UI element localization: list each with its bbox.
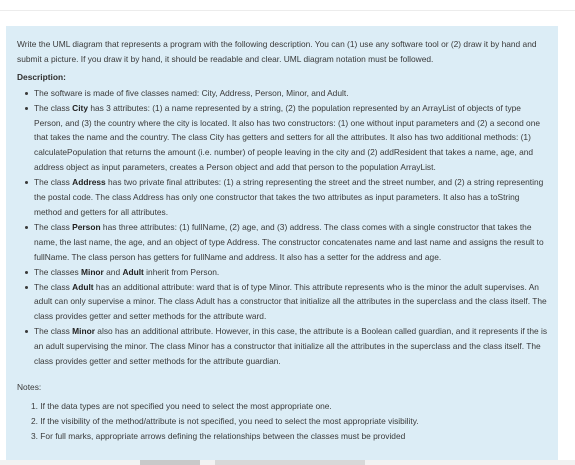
bullet-text: The class — [34, 177, 73, 188]
bullet-text: The classes — [34, 266, 82, 277]
bullet-text: has 3 attributes: (1) a name represented by a string, (2) the population represented by an ArrayList of objects of type Person, and (3) the country where the city is located. It also has two constructors: (1) one without input parameters and (2) a second one that takes the name and the country. The class City has getters and setters for all the attributes. It also has two additional methods: (1) calculatePopulation that returns the amount (i.e. number) of people leaving in the city and (2) addResident that takes a name, age, and address object as input parameters, creates a Person object and add that person to the population ArrayList. — [34, 102, 541, 173]
class-name: Person — [72, 221, 101, 232]
toolbar-segment — [140, 460, 200, 465]
list-item — [26, 324, 548, 369]
list-item — [26, 175, 548, 220]
bullet-text: and — [103, 266, 123, 277]
list-item — [26, 280, 548, 325]
note-item: 3. For full marks, appropriate arrows defining the relationships between the classes must be provided — [31, 430, 406, 441]
description-list — [17, 86, 548, 369]
bullet-text: The class — [34, 102, 73, 113]
list-item — [26, 86, 548, 101]
notes-label: Notes: — [17, 381, 42, 392]
question-intro: Write the UML diagram that represents a program with the following description. You can (1) use any software tool or (2) draw it by hand and submit a picture. If you draw it by hand, it should be readable and clear. UML diagram notation must be followed. — [17, 39, 537, 64]
bottom-toolbar-strip — [0, 460, 575, 465]
question-panel — [6, 26, 558, 465]
bullet-text: The class — [34, 326, 73, 337]
toolbar-segment — [215, 460, 365, 465]
description-heading: Description: — [17, 71, 66, 82]
bullet-text: The class — [34, 221, 73, 232]
class-name: Adult — [72, 281, 94, 292]
list-item — [26, 220, 548, 265]
note-item: 1. If the data types are not specified you need to select the most appropriate one. — [31, 400, 332, 411]
bullet-text: also has an additional attribute. However, in this case, the attribute is a Boolean called guardian, and it represents if the is an adult supervising the minor. The class Minor has a constructor that initialize all the attributes in the superclass and the class itself. The class provides getter and setter methods for the attribute guardian. — [34, 326, 548, 367]
bullet-text: The class — [34, 281, 73, 292]
bullet-text: has three attributes: (1) fullName, (2) age, and (3) address. The class comes with a single constructor that takes the name, the last name, the age, and an object of type Address. The constructor concatenates name and last name and assigns the result to fullName. The class person has getters for fullName and address. It also has a setter for the address and age. — [34, 221, 544, 262]
class-name: Address — [72, 177, 106, 188]
note-item: 2. If the visibility of the method/attribute is not specified, you need to select the most appropriate visibility. — [31, 415, 419, 426]
top-strip — [0, 0, 575, 11]
list-item — [26, 265, 548, 280]
bullet-text: The software is made of five classes named: City, Address, Person, Minor, and Adult. — [34, 87, 349, 98]
class-name: Minor — [72, 326, 95, 337]
bullet-text: inherit from Person. — [143, 266, 220, 277]
class-name: Adult — [122, 266, 144, 277]
class-name: Minor — [81, 266, 104, 277]
bullet-text: has an additional attribute: ward that is of type Minor. This attribute represents who is the minor the adult supervises. An adult can only supervise a minor. The class Adult has a constructor that initialize all the attributes in the superclass and the class itself. The class provides getter and setter methods for the attribute ward. — [34, 281, 547, 322]
list-item — [26, 101, 548, 176]
notes-list — [17, 399, 548, 444]
bullet-text: has two private final attributes: (1) a string representing the street and the street number, and (2) a string representing the postal code. The class Address has only one constructor that takes the two attributes as input parameters. It also has a toString method and getters for all attributes. — [34, 177, 544, 217]
class-name: City — [72, 102, 88, 113]
